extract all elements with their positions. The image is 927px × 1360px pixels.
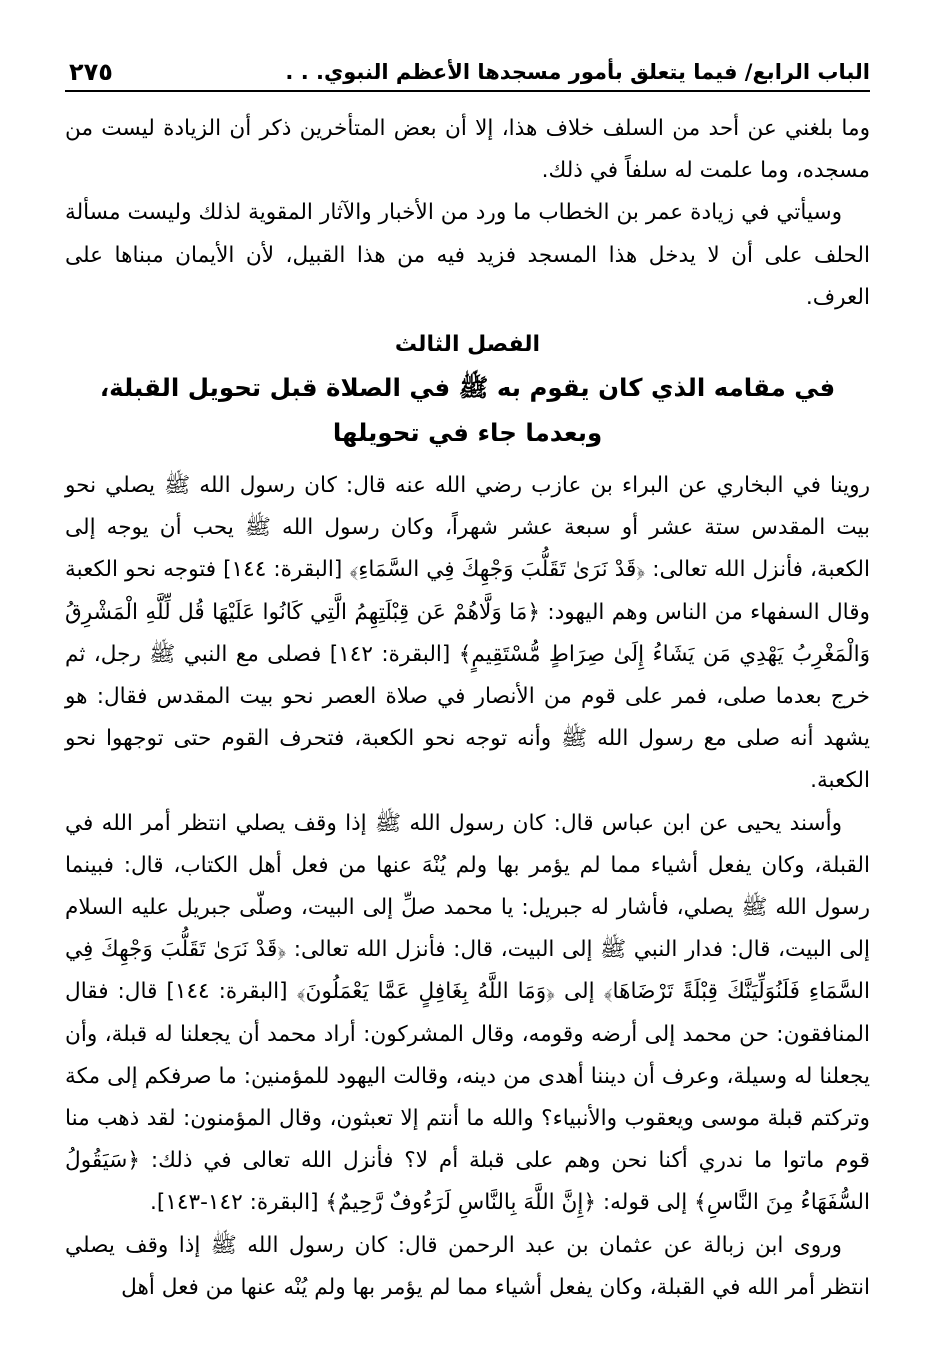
page-body xyxy=(65,108,870,1309)
paragraph: وأسند يحيى عن ابن عباس قال: كان رسول الله ﷺ إذا وقف يصلي انتظر أمر الله في القبلة، وكان يفعل أشياء مما لم يؤمر بها ولم يُنْهَ عنها من فعل أهل الكتاب، قال: فبينما رسول الله ﷺ يصلي، فأشار له جبريل: يا محمد صلِّ إلى البيت، وصلّى جبريل عليه السلام إلى البيت، قال: فدار النبي ﷺ إلى البيت، قال: فأنزل الله تعالى: ﴿قَدْ نَرَىٰ تَقَلُّبَ وَجْهِكَ فِي السَّمَاءِ فَلَنُوَلِّيَنَّكَ قِبْلَةً تَرْضَاهَا﴾ إلى ﴿وَمَا اللَّهُ بِغَافِلٍ عَمَّا يَعْمَلُونَ﴾ [البقرة: ١٤٤] قال: فقال المنافقون: حن محمد إلى أرضه وقومه، وقال المشركون: أراد محمد أن يجعلنا له قبلة، وأن يجعلنا له وسيلة، وعرف أن ديننا أهدى من دينه، وقالت اليهود للمؤمنين: ما صرفكم إلى مكة وتركتم قبلة موسى ويعقوب والأنبياء؟ والله ما أنتم إلا تعبثون، وقال المؤمنون: لقد ذهب منا قوم ماتوا ما ندري أكنا نحن وهم على قبلة أم لا؟ فأنزل الله تعالى في ذلك: ﴿سَيَقُولُ السُّفَهَاءُ مِنَ النَّاسِ﴾ إلى قوله: ﴿إِنَّ اللَّهَ بِالنَّاسِ لَرَءُوفٌ رَّحِيمٌ﴾ [البقرة: ١٤٢-١٤٣]. xyxy=(65,810,870,1216)
section-title-line: في مقامه الذي كان يقوم به ﷺ في الصلاة قبل تحويل القبلة، xyxy=(99,373,836,403)
section-title-line: وبعدما جاء في تحويلها xyxy=(332,418,603,448)
paragraph: وروى ابن زبالة عن عثمان بن عبد الرحمن قال: كان رسول الله ﷺ إذا وقف يصلي انتظر أمر الله في القبلة، وكان يفعل أشياء مما لم يؤمر بها ولم يُنْه عنها من فعل أهل xyxy=(65,1232,870,1300)
section-heading xyxy=(65,325,870,455)
section-label: الفصل الثالث xyxy=(394,332,541,358)
running-header-title: الباب الرابع/ فيما يتعلق بأمور مسجدها الأعظم النبوي. . . xyxy=(285,60,870,84)
book-page xyxy=(65,45,870,1315)
running-header xyxy=(65,45,870,92)
paragraph: روينا في البخاري عن البراء بن عازب رضي الله عنه قال: كان رسول الله ﷺ يصلي نحو بيت المقدس ستة عشر أو سبعة عشر شهراً، وكان رسول الله ﷺ يحب أن يوجه إلى الكعبة، فأنزل الله تعالى: ﴿قَدْ نَرَىٰ تَقَلُّبَ وَجْهِكَ فِي السَّمَاءِ﴾ [البقرة: ١٤٤] فتوجه نحو الكعبة وقال السفهاء من الناس وهم اليهود: ﴿مَا وَلَّاهُمْ عَن قِبْلَتِهِمُ الَّتِي كَانُوا عَلَيْهَا قُل لِّلَّهِ الْمَشْرِقُ وَالْمَغْرِبُ يَهْدِي مَن يَشَاءُ إِلَىٰ صِرَاطٍ مُّسْتَقِيمٍ﴾ [البقرة: ١٤٢] فصلى مع النبي ﷺ رجل، ثم خرج بعدما صلى، فمر على قوم من الأنصار في صلاة العصر نحو بيت المقدس فقال: هو يشهد أنه صلى مع رسول الله ﷺ وأنه توجه نحو الكعبة، فتحرف القوم حتى توجهوا نحو الكعبة. xyxy=(65,473,870,794)
page-number: ٢٧٥ xyxy=(69,58,113,86)
paragraph: وسيأتي في زيادة عمر بن الخطاب ما ورد من الأخبار والآثار المقوية لذلك وليست مسألة الحلف على أن لا يدخل هذا المسجد فزيد فيه من هذا القبيل، لأن الأيمان مبناها على العرف. xyxy=(65,200,870,310)
paragraph: وما بلغني عن أحد من السلف خلاف هذا، إلا أن بعض المتأخرين ذكر أن الزيادة ليست من مسجده، وما علمت له سلفاً في ذلك. xyxy=(65,116,870,184)
